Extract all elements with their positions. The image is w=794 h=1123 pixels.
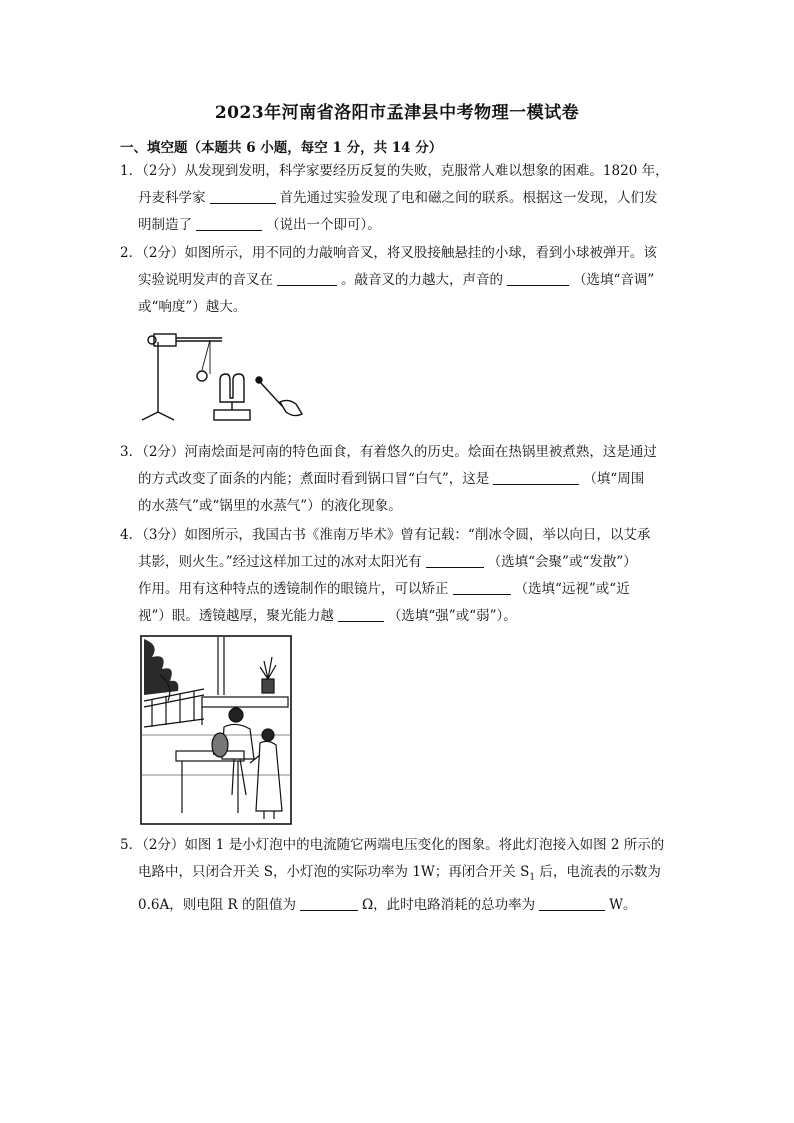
- answer-blank[interactable]: [453, 580, 511, 595]
- section-heading: 一、填空题（本题共 6 小题，每空 1 分，共 14 分）: [120, 140, 443, 156]
- tree-foliage: [144, 639, 178, 695]
- question-score: （2分）: [142, 837, 185, 853]
- question-1: [120, 158, 680, 239]
- question-2-line-2: 实验说明发声的音叉在 。敲音叉的力越大，声音的 （选填“音调”: [138, 272, 655, 288]
- fork-base: [214, 410, 250, 420]
- answer-blank[interactable]: [426, 553, 484, 568]
- question-number: 1．: [120, 163, 143, 179]
- question-score: （3分）: [142, 527, 185, 543]
- question-3-line-2: 的方式改变了面条的内能；煮面时看到锅口冒“白气”，这是 （填“周围: [138, 471, 645, 487]
- question-4-line-1: 4．（3分）如图所示，我国古书《淮南万毕术》曾有记载：“削冰令圆，举以向日，以艾承: [120, 527, 651, 543]
- question-score: （2分）: [142, 245, 185, 261]
- answer-blank[interactable]: [277, 271, 337, 286]
- question-5-line-2: 电路中，只闭合开关 S，小灯泡的实际功率为 1W；再闭合开关 $S_1$ 后，电流表的示数为: [138, 864, 661, 883]
- question-4-line-3: 作用。用有这种特点的透镜制作的眼镜片，可以矫正 （选填“远视”或“近: [138, 581, 630, 597]
- question-3: [120, 439, 680, 520]
- question-5-line-1: 5．（2分）如图 1 是小灯泡中的电流随它两端电压变化的图象。将此灯泡接入如图 2 所示的: [120, 837, 665, 853]
- question-3-line-3: 的水蒸气”或“锅里的水蒸气”）的液化现象。: [138, 498, 402, 514]
- question-1-line-1: 1．（2分）从发现到发明，科学家要经历反复的失败，克服常人难以想象的困难。1820 年，: [120, 163, 669, 179]
- answer-blank[interactable]: [507, 271, 569, 286]
- answer-blank[interactable]: [210, 189, 276, 204]
- question-5: [120, 832, 680, 919]
- question-number: 4．: [120, 527, 143, 543]
- question-number: 3．: [120, 444, 143, 460]
- question-score: （2分）: [142, 163, 185, 179]
- answer-blank[interactable]: [196, 216, 262, 231]
- question-1-line-2: 丹麦科学家 首先通过实验发现了电和磁之间的联系。根据这一发现，人们发: [138, 190, 658, 206]
- tuning-fork-figure: [138, 328, 306, 428]
- answer-blank[interactable]: [300, 896, 358, 911]
- vase: [262, 679, 274, 693]
- stand-base: [142, 412, 174, 420]
- hand: [280, 400, 302, 415]
- mallet-head: [256, 377, 262, 383]
- question-4-line-2: 其影，则火生。”经过这样加工过的冰对太阳光有 （选填“会聚”或“发散”）: [138, 554, 637, 570]
- page-title: 2023年河南省洛阳市孟津县中考物理一模试卷: [214, 103, 580, 123]
- answer-blank[interactable]: [539, 896, 605, 911]
- man-head: [229, 708, 243, 722]
- question-5-line-3: 0.6A，则电阻 R 的阻值为 Ω，此时电路消耗的总功率为 W。: [138, 896, 637, 913]
- ice-lens: [212, 733, 228, 757]
- question-4-line-4: 视”）眼。透镜越厚，聚光能力越 （选填“强”或“弱”）。: [138, 608, 517, 624]
- pendulum-ball: [197, 371, 207, 381]
- question-1-line-3: 明制造了 （说出一个即可）。: [138, 217, 381, 233]
- question-3-line-1: 3．（2分）河南烩面是河南的特色面食，有着悠久的历史。烩面在热锅里被煮熟，这是通过: [120, 444, 657, 460]
- question-4: [120, 522, 680, 630]
- question-2-line-3: 或“响度”）越大。: [138, 299, 247, 315]
- question-2-line-1: 2．（2分）如图所示，用不同的力敲响音叉，将叉股接触悬挂的小球，看到小球被弹开。该: [120, 245, 657, 261]
- mallet-stick: [260, 382, 282, 406]
- question-number: 2．: [120, 245, 143, 261]
- answer-blank[interactable]: [338, 607, 384, 622]
- clamp-knob: [148, 336, 156, 344]
- question-2: [120, 240, 680, 321]
- boy-head: [262, 729, 274, 741]
- question-number: 5．: [120, 837, 143, 853]
- tuning-fork: [220, 374, 244, 402]
- question-score: （2分）: [142, 444, 185, 460]
- ancient-illustration-figure: [140, 635, 292, 825]
- boy-body: [256, 741, 282, 811]
- answer-blank[interactable]: [493, 470, 579, 485]
